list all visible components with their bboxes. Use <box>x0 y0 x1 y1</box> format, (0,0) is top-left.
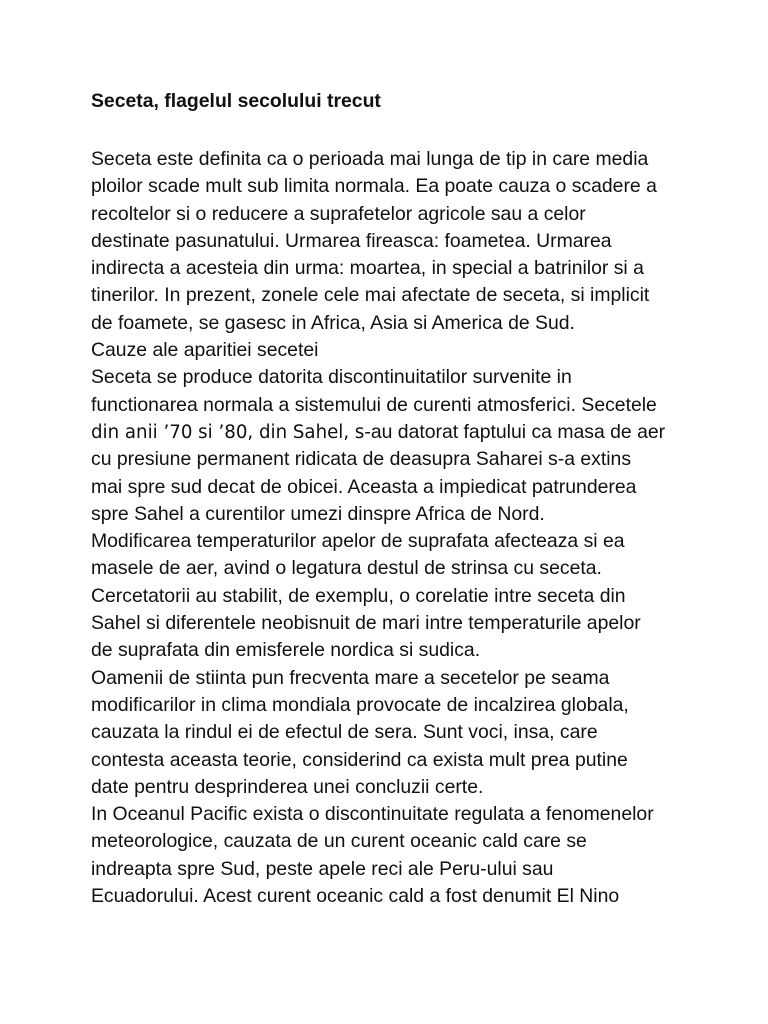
text-line-mixed-font <box>91 419 761 446</box>
text-line: Ecuadorului. Acest curent oceanic cald a fost denumit El Nino <box>91 885 620 908</box>
text-line: functionarea normala a sistemului de curenti atmosferici. Secetele <box>91 393 657 416</box>
text-line: masele de aer, avind o legatura destul de strinsa cu seceta. <box>91 557 602 580</box>
text-line: de foamete, se gasesc in Africa, Asia si America de Sud. <box>91 311 575 334</box>
text-line: contesta aceasta teorie, considerind ca exista mult prea putine <box>91 748 628 771</box>
text-line: Oamenii de stiinta pun frecventa mare a secetelor pe seama <box>91 666 610 689</box>
text-line: spre Sahel a curentilor umezi dinspre Africa de Nord. <box>91 502 545 525</box>
text-line: Cercetatorii au stabilit, de exemplu, o corelatie intre seceta din <box>91 584 626 607</box>
text-line: meteorologice, cauzata de un curent oceanic cald care se <box>91 830 587 853</box>
text-line: Sahel si diferentele neobisnuit de mari intre temperaturile apelor <box>91 612 641 635</box>
text-line: Seceta este definita ca o perioada mai lunga de tip in care media <box>91 148 649 170</box>
text-line: cauzata la rindul ei de efectul de sera. Sunt voci, insa, care <box>91 721 598 744</box>
text-line: ploilor scade mult sub limita normala. Ea poate cauza o scadere a <box>91 175 657 198</box>
text-line: Seceta se produce datorita discontinuitatilor survenite in <box>91 366 572 389</box>
document-title: Seceta, flagelul secolului trecut <box>91 90 381 112</box>
text-line: indreapta spre Sud, peste apele reci ale Peru-ului sau <box>91 857 554 880</box>
text-line: Cauze ale aparitiei secetei <box>91 339 319 362</box>
text-line: modificarilor in clima mondiala provocate de incalzirea globala, <box>91 693 629 716</box>
text-line: indirecta a acesteia din urma: moartea, in special a batrinilor si a <box>91 257 644 280</box>
text-line: mai spre sud decat de obicei. Aceasta a impiedicat patrunderea <box>91 475 637 498</box>
text-line: Modificarea temperaturilor apelor de suprafata afecteaza si ea <box>91 530 625 553</box>
text-line: destinate pasunatului. Urmarea fireasca: foametea. Urmarea <box>91 229 612 252</box>
text-line: tinerilor. In prezent, zonele cele mai afectate de seceta, si implicit <box>91 284 650 307</box>
text-run-alt-font: din anii ’70 si ’80, din Sahel, s <box>91 421 365 443</box>
text-line: recoltelor si o reducere a suprafetelor agricole sau a celor <box>91 202 586 225</box>
text-line: de suprafata din emisferele nordica si sudica. <box>91 639 481 662</box>
text-line: In Oceanul Pacific exista o discontinuitate regulata a fenomenelor <box>91 803 654 826</box>
document-body <box>91 146 761 910</box>
text-line: date pentru desprinderea unei concluzii certe. <box>91 775 484 798</box>
text-run: -au datorat faptului ca masa de aer <box>364 420 666 443</box>
text-line: cu presiune permanent ridicata de deasupra Saharei s-a extins <box>91 448 632 471</box>
